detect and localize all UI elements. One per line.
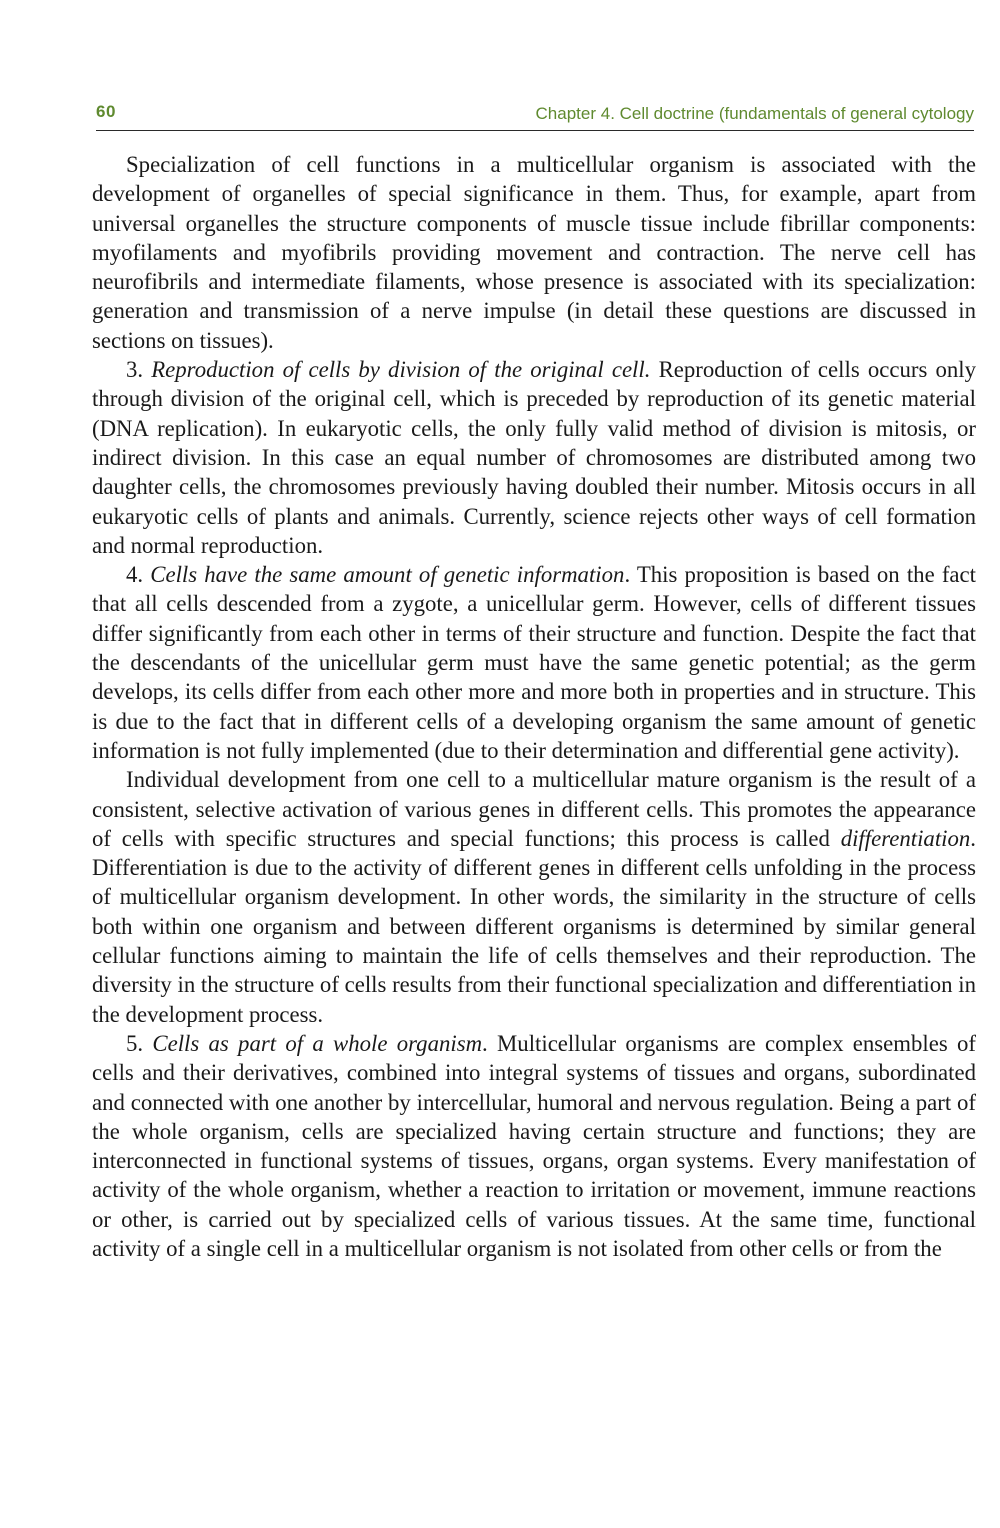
paragraph-3 [92, 560, 976, 765]
item-title-genetic-information: Cells have the same amount of genetic information [150, 562, 625, 588]
paragraph-2 [92, 355, 976, 560]
item-title-whole-organism: Cells as part of a whole organism [152, 1030, 483, 1056]
item-number-4: 4. [126, 562, 151, 588]
page-header [96, 102, 974, 131]
paragraph-1-text: Specialization of cell functions in a multicellular organism is associated with the development of organelles of special significance in them. Thus, for example, apart from universal organelles the structure components of muscle tissue include fibrillar components: myofilaments and myofibrils providing movement and contraction. The nerve cell has neurofibrils and intermediate filaments, whose presence is associated with its specialization: generation and transmission of a nerve impulse (in detail these questions are discussed in sections on tissues). [92, 152, 976, 353]
item-title-reproduction: Reproduction of cells by division of the original cell. [151, 357, 651, 383]
term-differentiation: differentiation [840, 825, 971, 851]
item-number-3: 3. [126, 357, 152, 383]
item-number-5: 5. [126, 1030, 153, 1056]
paragraph-3-text: . This proposition is based on the fact that all cells descended from a zygote, a unicellular germ. However, cells of different tissues differ significantly from each other in terms of their structure and function. Despite the fact that the descendants of the unicellular germ must have the same genetic potential; as the germ develops, its cells differ from each other more and more both in properties and in structure. This is due to the fact that in different cells of a developing organism the same amount of genetic information is not fully implemented (due to their determination and differential gene activity). [92, 562, 977, 763]
page-body [92, 150, 976, 1263]
page-number: 60 [96, 102, 116, 121]
paragraph-1 [92, 150, 976, 355]
paragraph-2-text: Reproduction of cells occurs only through division of the original cell, which is preceded by reproduction of its genetic material (DNA replication). In eukaryotic cells, the only fully valid method of division is mitosis, or indirect division. In this case an equal number of chromosomes are distributed among two daughter cells, the chromosomes previously having doubled their number. Mitosis occurs in all eukaryotic cells of plants and animals. Currently, science rejects other ways of cell formation and normal reproduction. [92, 357, 976, 558]
paragraph-5-text: . Multicellular organisms are complex ensembles of cells and their derivatives, combined into integral systems of tissues and organs, subordinated and connected with one another by intercellular, humoral and nervous regulation. Being a part of the whole organism, cells are specialized having certain structure and functions; they are interconnected in functional systems of tissues, organs, organ systems. Every manifestation of activity of the whole organism, whether a reaction to irritation or movement, immune reactions or other, is carried out by specialized cells of various tissues. At the same time, functional activity of a single cell in a multicellular organism is not isolated from other cells or from the [92, 1030, 976, 1261]
paragraph-4-text-a: Individual development from one cell to a multicellular mature organism is the result of a consistent, selective activation of various genes in different cells. This promotes the appearance of cells with specific structures and special functions; this process is called [92, 767, 976, 851]
paragraph-4-text-b: . Differentiation is due to the activity of different genes in different cells unfolding in the process of multicellular organism development. In other words, the similarity in the structure of cells both within one organism and between different organisms is determined by similar general cellular functions aiming to maintain the life of cells themselves and their reproduction. The diversity in the structure of cells results from their functional specialization and differentiation in the development process. [92, 825, 976, 1027]
paragraph-4 [92, 765, 976, 1029]
running-head: Chapter 4. Cell doctrine (fundamentals of general cytology [535, 104, 974, 123]
paragraph-5 [92, 1029, 976, 1263]
